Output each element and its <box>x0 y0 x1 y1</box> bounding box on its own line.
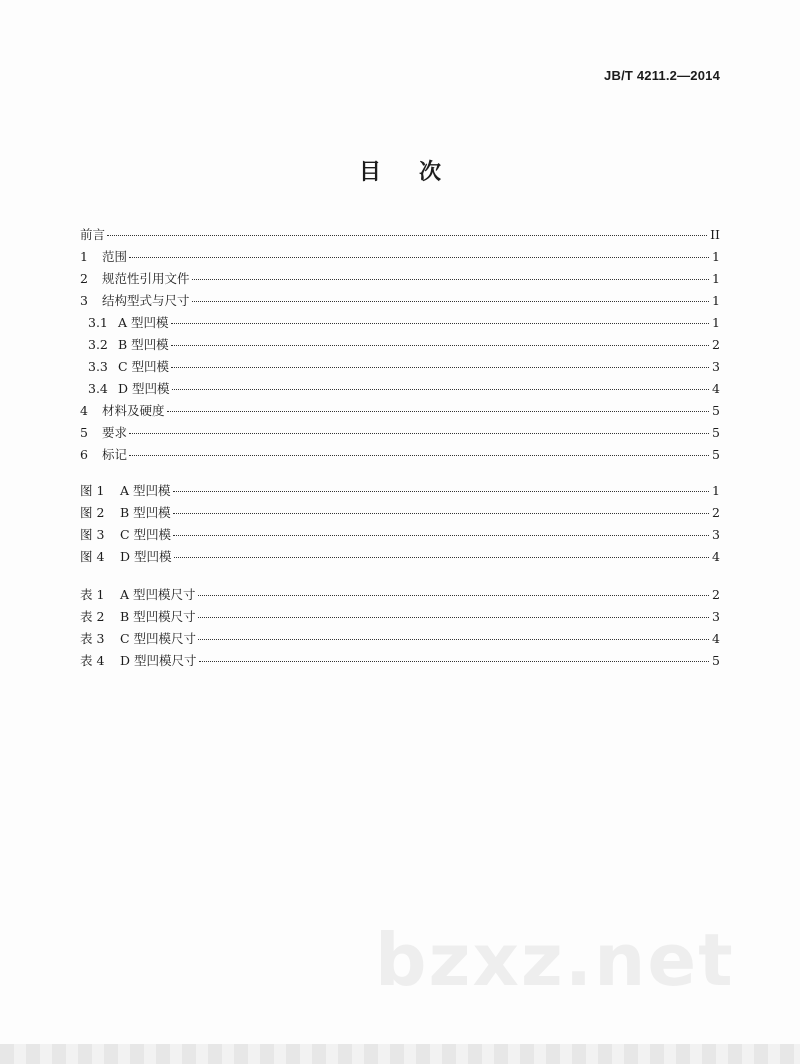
toc-entry-page: 2 <box>712 587 720 602</box>
toc-entry-number: 表 2 <box>80 609 105 624</box>
toc-entry-page: 3 <box>712 527 720 542</box>
toc-entry[interactable] <box>80 584 720 606</box>
toc-entry-number: 3.2 <box>88 337 108 352</box>
document-code: JB/T 4211.2—2014 <box>604 68 720 83</box>
toc-dot-leader <box>192 301 709 302</box>
toc-entry-page: 4 <box>712 381 720 396</box>
toc-dot-leader <box>174 557 710 558</box>
toc-entry[interactable] <box>80 444 720 466</box>
toc-entry[interactable] <box>80 378 720 400</box>
toc-entry-number: 图 4 <box>80 549 105 564</box>
toc-entry[interactable] <box>80 290 720 312</box>
toc-entry-label: 结构型式与尺寸 <box>102 293 190 308</box>
toc-entry-label: A 型凹模 <box>118 315 169 330</box>
toc-dot-leader <box>129 455 709 456</box>
toc-entry-page: II <box>710 227 720 242</box>
toc-dot-leader <box>199 661 710 662</box>
toc-entry-label: D 型凹模尺寸 <box>120 653 197 668</box>
toc-entry-page: 5 <box>712 425 720 440</box>
toc-dot-leader <box>173 535 709 536</box>
toc-figures-section <box>80 480 720 568</box>
toc-entry-label: 要求 <box>102 425 128 440</box>
toc-entry[interactable] <box>80 650 720 672</box>
toc-entry-page: 1 <box>712 483 720 498</box>
toc-entry-label: D 型凹模 <box>120 549 172 564</box>
toc-entry-label: D 型凹模 <box>118 381 170 396</box>
toc-entry-number: 表 3 <box>80 631 105 646</box>
toc-entry[interactable] <box>80 356 720 378</box>
toc-entry-page: 4 <box>712 549 720 564</box>
toc-dot-leader <box>192 279 709 280</box>
toc-entry-page: 1 <box>712 271 720 286</box>
toc-entry[interactable] <box>80 224 720 246</box>
toc-entry-number: 图 1 <box>80 483 105 498</box>
toc-entry-page: 2 <box>712 337 720 352</box>
toc-entry-label: B 型凹模尺寸 <box>120 609 196 624</box>
toc-entry-number: 3.3 <box>88 359 108 374</box>
toc-title: 目次 <box>358 159 479 185</box>
toc-entry-page: 5 <box>712 447 720 462</box>
toc-entry[interactable] <box>80 400 720 422</box>
toc-dot-leader <box>171 367 709 368</box>
toc-entry-label: C 型凹模 <box>120 527 172 542</box>
toc-entry-label: 前言 <box>80 227 106 242</box>
toc-entry-page: 1 <box>712 293 720 308</box>
toc-entry[interactable] <box>80 312 720 334</box>
watermark-text: bzxz.net <box>375 918 735 1002</box>
toc-entry-number: 2 <box>80 271 88 286</box>
toc-entry[interactable] <box>80 480 720 502</box>
toc-entry[interactable] <box>80 268 720 290</box>
bottom-scan-strip <box>0 1044 800 1064</box>
toc-entry-page: 3 <box>712 359 720 374</box>
toc-entry-label: 规范性引用文件 <box>102 271 190 286</box>
toc-entry-label: 标记 <box>102 447 128 462</box>
toc-entry-label: C 型凹模 <box>118 359 170 374</box>
toc-entry[interactable] <box>80 246 720 268</box>
toc-entry-number: 表 4 <box>80 653 105 668</box>
toc-entry-label: B 型凹模 <box>120 505 171 520</box>
toc-dot-leader <box>198 639 709 640</box>
toc-dot-leader <box>167 411 709 412</box>
toc-entry-label: A 型凹模尺寸 <box>120 587 196 602</box>
toc-entry-label: 范围 <box>102 249 128 264</box>
toc-dot-leader <box>129 257 709 258</box>
toc-entry[interactable] <box>80 524 720 546</box>
toc-entry-label: C 型凹模尺寸 <box>120 631 197 646</box>
toc-entry-label: 材料及硬度 <box>102 403 165 418</box>
toc-dot-leader <box>107 235 707 236</box>
toc-entry-page: 5 <box>712 653 720 668</box>
toc-entry[interactable] <box>80 628 720 650</box>
toc-dot-leader <box>173 491 709 492</box>
toc-entry-number: 3 <box>80 293 88 308</box>
toc-entry[interactable] <box>80 502 720 524</box>
toc-entry-number: 3.1 <box>88 315 108 330</box>
toc-entry-number: 1 <box>80 249 88 264</box>
toc-dot-leader <box>173 513 709 514</box>
toc-dot-leader <box>198 595 709 596</box>
toc-entry-number: 5 <box>80 425 88 440</box>
toc-entry[interactable] <box>80 422 720 444</box>
toc-entry-page: 2 <box>712 505 720 520</box>
toc-tables-section <box>80 584 720 672</box>
toc-entry-number: 6 <box>80 447 88 462</box>
toc-entry[interactable] <box>80 606 720 628</box>
toc-entry-page: 1 <box>712 315 720 330</box>
toc-entry-page: 5 <box>712 403 720 418</box>
toc-entry-page: 3 <box>712 609 720 624</box>
toc-dot-leader <box>171 323 709 324</box>
toc-dot-leader <box>129 433 709 434</box>
toc-entry[interactable] <box>80 334 720 356</box>
toc-entry-label: A 型凹模 <box>120 483 171 498</box>
toc-dot-leader <box>172 389 710 390</box>
toc-entry-number: 图 3 <box>80 527 105 542</box>
toc-entry-number: 4 <box>80 403 88 418</box>
toc-entry-label: B 型凹模 <box>118 337 169 352</box>
toc-dot-leader <box>198 617 709 618</box>
toc-entry-page: 4 <box>712 631 720 646</box>
toc-dot-leader <box>171 345 709 346</box>
toc-entry-number: 3.4 <box>88 381 108 396</box>
toc-entry-page: 1 <box>712 249 720 264</box>
toc-entry[interactable] <box>80 546 720 568</box>
toc-entry-number: 图 2 <box>80 505 105 520</box>
toc-main-section <box>80 224 720 466</box>
toc-entry-number: 表 1 <box>80 587 105 602</box>
